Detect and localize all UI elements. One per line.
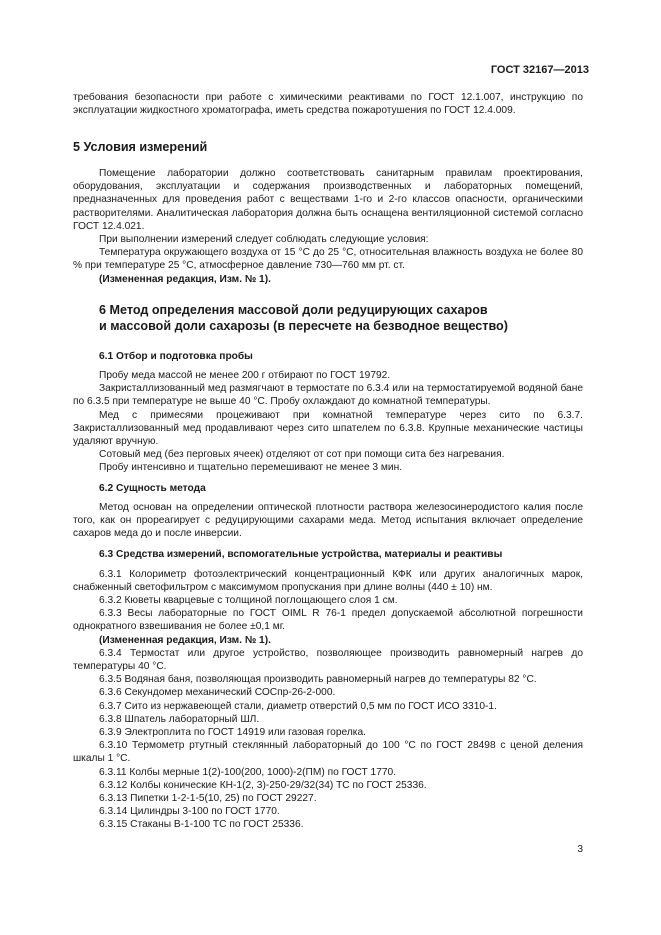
section-6-3-amendment-note: (Измененная редакция, Изм. № 1).	[99, 634, 271, 646]
section-6-title-line1: 6 Метод определения массовой доли редуцирующих сахаров	[99, 302, 488, 317]
section-6-1-paragraph: Сотовый мед (без перговых ячеек) отделяют от сот при помощи сита без нагревания.	[99, 449, 505, 461]
section-6-3-item: 6.3.9 Электроплита по ГОСТ 14919 или газовая горелка.	[99, 727, 366, 739]
section-6-3-item: 6.3.6 Секундомер механический СОСпр-26-2-000.	[99, 687, 336, 699]
section-6-3-item: 6.3.8 Шпатель лабораторный ШЛ.	[99, 713, 260, 725]
intro-paragraph: требования безопасности при работе с химическими реактивами по ГОСТ 12.1.007, инструкцию по эксплуатации жидкостного хроматографа, иметь средства пожаротушения по ГОСТ 12.4.009.	[73, 92, 583, 117]
section-6-3-item: 6.3.1 Колориметр фотоэлектрический концентрационный КФК или других аналогичных марок, снабженный светофильтром с максимумом пропускания при длине волны (440 ± 10) нм.	[73, 568, 583, 593]
section-6-3-item: 6.3.4 Термостат или другое устройство, позволяющее производить равномерный нагрев до температуры 40 °С.	[73, 647, 583, 672]
section-6-1-paragraph: Мед с примесями процеживают при комнатной температуре через сито по 6.3.7. Закристаллизованный мед продавливают через сито шпателем по 6.3.8. Крупные механические частицы удаляют вручную.	[73, 409, 583, 447]
page-number: 3	[577, 844, 583, 855]
section-5-title: 5 Условия измерений	[73, 140, 208, 155]
section-6-title-line2: и массовой доли сахарозы (в пересчете на безводное вещество)	[99, 319, 508, 334]
section-6-3-item: 6.3.7 Сито из нержавеющей стали, диаметр отверстий 0,5 мм по ГОСТ ИСО 3310-1.	[99, 700, 497, 712]
section-5-paragraph: Температура окружающего воздуха от 15 °С до 25 °С, относительная влажность воздуха не более 80 % при температуре 25 °С, атмосферное давление 730—760 мм рт. ст.	[73, 247, 583, 272]
section-6-1-paragraph: Пробу интенсивно и тщательно перемешивают не менее 3 мин.	[99, 462, 403, 474]
page-content	[73, 91, 583, 832]
section-5-amendment-note: (Измененная редакция, Изм. № 1).	[99, 273, 271, 285]
section-6-3-item: 6.3.5 Водяная баня, позволяющая производить равномерный нагрев до температуры 82 °С.	[99, 674, 537, 686]
section-6-2-title: 6.2 Сущность метода	[99, 482, 206, 494]
section-6-heading	[73, 302, 583, 335]
section-6-3-item: 6.3.10 Термометр ртутный стеклянный лабораторный до 100 °С по ГОСТ 28498 с ценой деления шкалы 1 °С.	[73, 740, 583, 765]
section-6-3-item: 6.3.12 Колбы конические КН-1(2, 3)-250-29/32(34) ТС по ГОСТ 25336.	[99, 779, 427, 791]
section-6-3-item: 6.3.15 Стаканы В-1-100 ТС по ГОСТ 25336.	[99, 819, 304, 831]
section-6-3-title: 6.3 Средства измерений, вспомогательные устройства, материалы и реактивы	[99, 549, 503, 561]
section-5-paragraph: Помещение лаборатории должно соответствовать санитарным правилам проектирования, оборудования, эксплуатации и содержания производственных и лабораторных помещений, предназначенных для проведения работ с веществами 1-го и 2-го классов опасности, органическими растворителями. Аналитическая лаборатория должна быть оснащена вентиляционной системой согласно ГОСТ 12.4.021.	[73, 167, 583, 232]
section-6-3-item: 6.3.13 Пипетки 1-2-1-5(10, 25) по ГОСТ 29227.	[99, 793, 317, 805]
section-6-2-paragraph: Метод основан на определении оптической плотности раствора железосинеродистого калия после того, как он прореагирует с редуцирующими сахарами меда. Метод испытания включает определение сахаров меда до и после инверсии.	[73, 501, 583, 540]
section-6-3-item: 6.3.2 Кюветы кварцевые с толщиной поглощающего слоя 1 см.	[99, 594, 398, 606]
section-6-1-title: 6.1 Отбор и подготовка пробы	[99, 350, 253, 362]
section-6-3-item: 6.3.14 Цилиндры 3-100 по ГОСТ 1770.	[99, 806, 280, 818]
section-6-1-paragraph: Закристаллизованный мед размягчают в термостате по 6.3.4 или на термостатируемой водяной бане по 6.3.5 при температуре не выше 40 °С. Пробу охлаждают до комнатной температуры.	[73, 383, 583, 408]
section-6-3-item: 6.3.3 Весы лабораторные по ГОСТ OIML R 76-1 предел допускаемой абсолютной погрешности однократного взвешивания не более ±0,1 мг.	[73, 608, 583, 633]
section-6-3-item: 6.3.11 Колбы мерные 1(2)-100(200, 1000)-2(ПМ) по ГОСТ 1770.	[99, 766, 397, 778]
document-header-id: ГОСТ 32167—2013	[490, 64, 589, 76]
section-5-paragraph: При выполнении измерений следует соблюдать следующие условия:	[99, 233, 429, 245]
section-6-1-paragraph: Пробу меда массой не менее 200 г отбирают по ГОСТ 19792.	[99, 369, 391, 381]
